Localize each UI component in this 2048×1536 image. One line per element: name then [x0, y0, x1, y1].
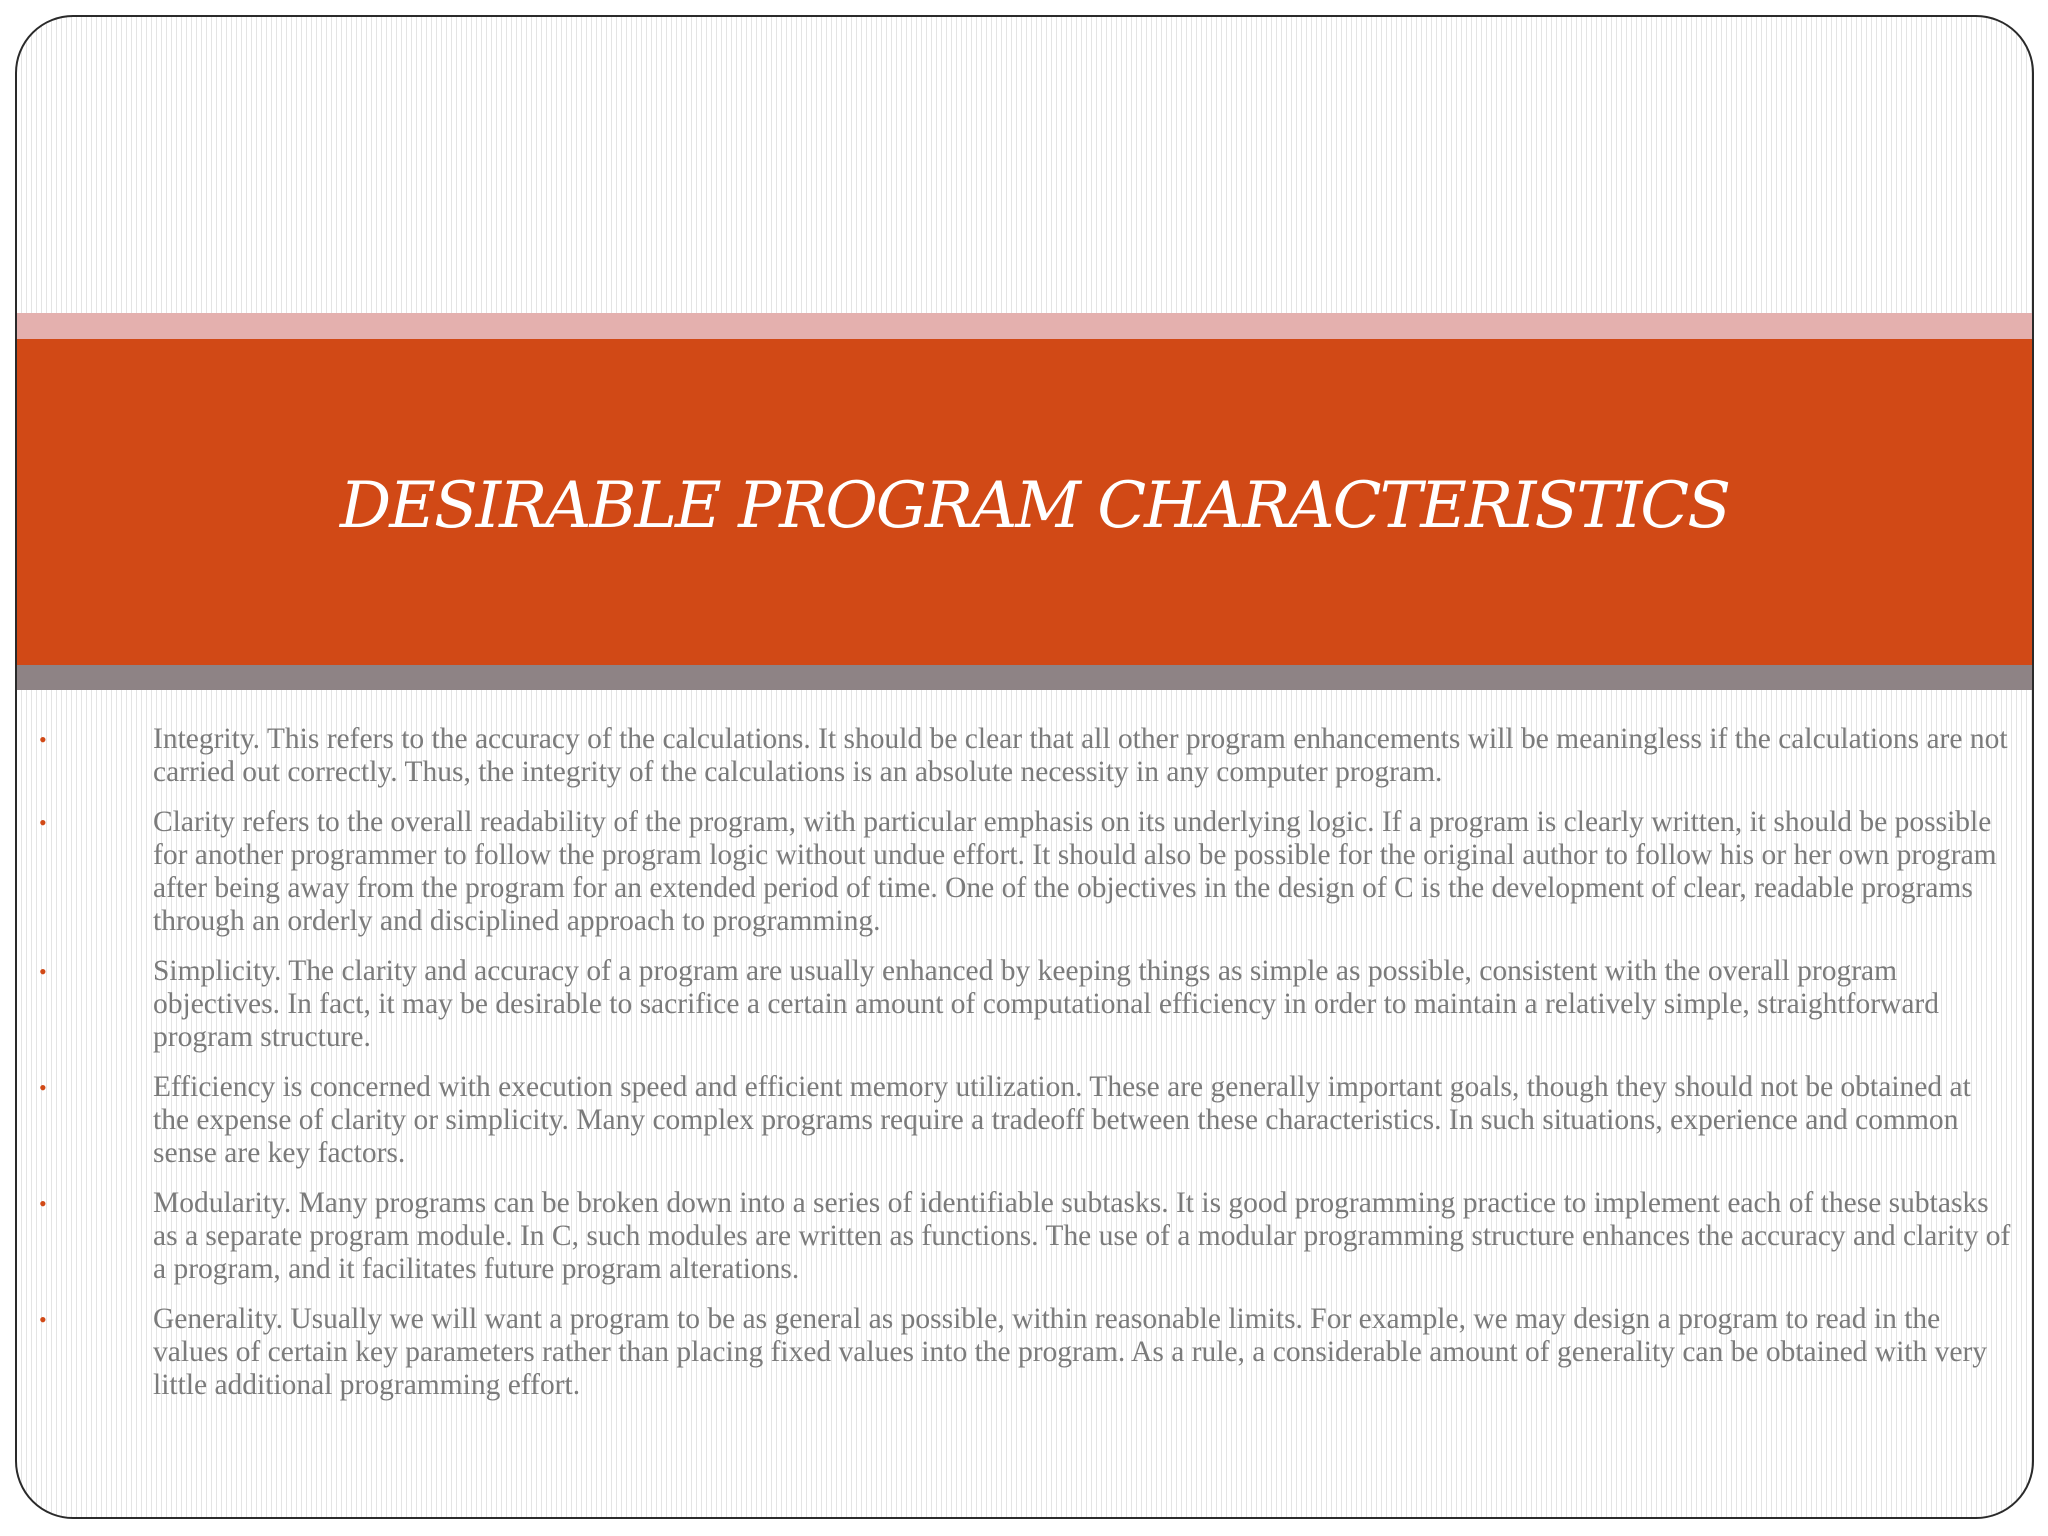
list-item	[39, 723, 2014, 789]
list-item-text: Efficiency is concerned with execution speed and efficient memory utilization. These are generally important goals, though they should not be obtained at the expense of clarity or simplicity. Many complex programs require a tradeoff between these characteristics. In such situations, experience and common sense are key factors.	[153, 1071, 1971, 1169]
pink-accent-band	[17, 313, 2032, 339]
list-item-text: Modularity. Many programs can be broken down into a series of identifiable subtasks. It is good programming practice to implement each of these subtasks as a separate program module. In C, such modules are written as functions. The use of a modular programming structure enhances the accuracy and clarity of a program, and it facilitates future program alterations.	[153, 1187, 2011, 1285]
bullet-icon: •	[39, 1075, 47, 1100]
bullet-icon: •	[39, 1307, 47, 1332]
list-item	[39, 1187, 2014, 1286]
bullet-icon: •	[39, 727, 47, 752]
title-band	[17, 339, 2032, 665]
grey-accent-band	[17, 665, 2032, 690]
list-item	[39, 806, 2014, 938]
slide-title: DESIRABLE PROGRAM CHARACTERISTICS	[339, 469, 1730, 543]
list-item	[39, 1071, 2014, 1170]
list-item	[39, 1303, 2014, 1402]
list-item-text: Clarity refers to the overall readability of the program, with particular emphasis on its underlying logic. If a program is clearly written, it should be possible for another programmer to follow the program logic without undue effort. It should also be possible for the original author to follow his or her own program after being away from the program for an extended period of time. One of the objectives in the design of C is the development of clear, readable programs through an orderly and disciplined approach to programming.	[153, 806, 1997, 937]
bullet-icon: •	[39, 1191, 47, 1216]
list-item	[39, 955, 2014, 1054]
bullet-icon: •	[39, 810, 47, 835]
slide	[15, 15, 2034, 1519]
bullet-icon: •	[39, 959, 47, 984]
list-item-text: Integrity. This refers to the accuracy of the calculations. It should be clear that all other program enhancements will be meaningless if the calculations are not carried out correctly. Thus, the integrity of the calculations is an absolute necessity in any computer program.	[153, 723, 2008, 788]
list-item-text: Simplicity. The clarity and accuracy of a program are usually enhanced by keeping things as simple as possible, consistent with the overall program objectives. In fact, it may be desirable to sacrifice a certain amount of computational efficiency in order to maintain a relatively simple, straightforward program structure.	[153, 955, 1939, 1053]
bullet-list	[17, 723, 2032, 1419]
list-item-text: Generality. Usually we will want a program to be as general as possible, within reasonable limits. For example, we may design a program to read in the values of certain key parameters rather than placing fixed values into the program. As a rule, a considerable amount of generality can be obtained with very little additional programming effort.	[153, 1303, 1988, 1401]
